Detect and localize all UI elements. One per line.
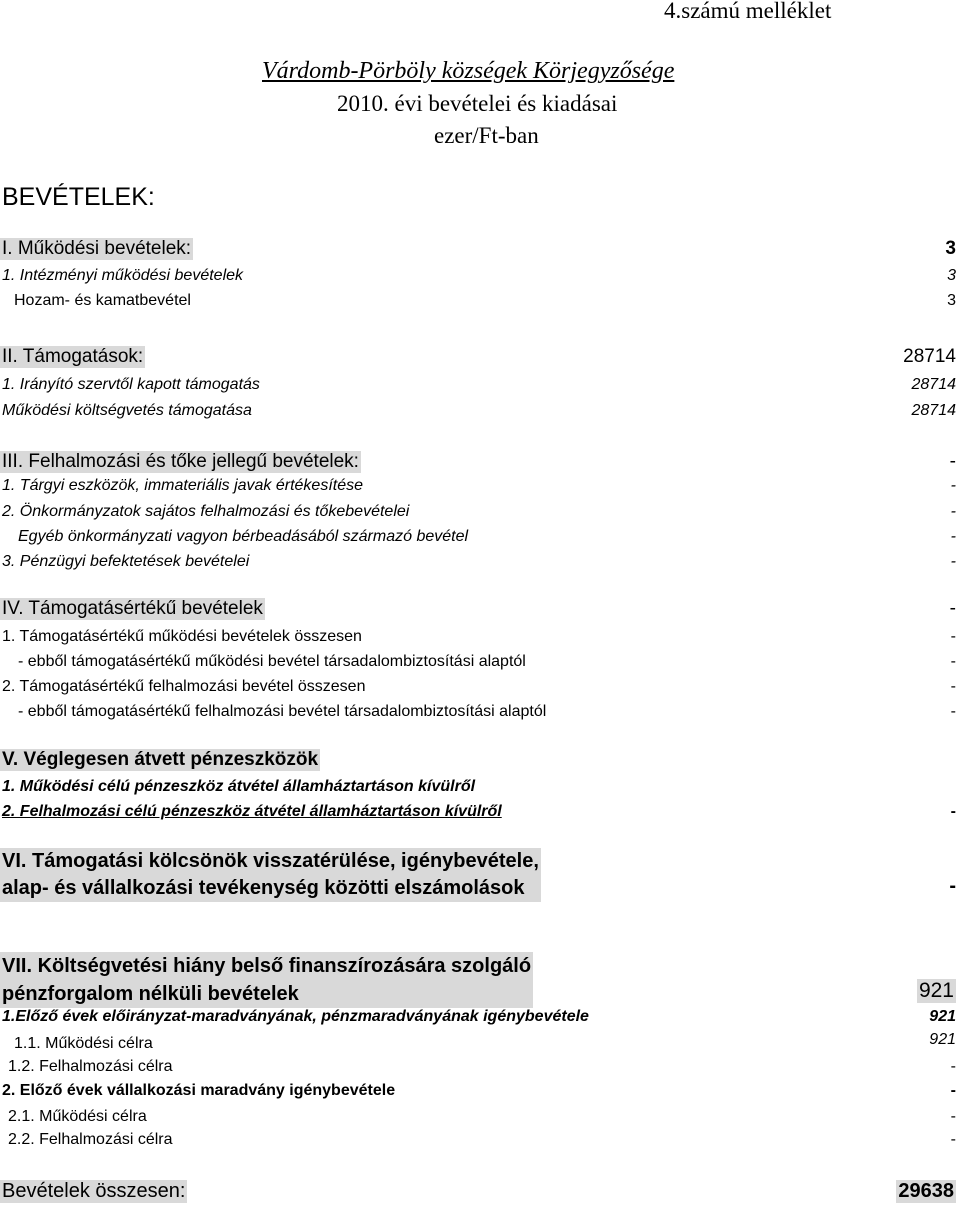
section-7-row-5-value: -: [950, 1108, 956, 1125]
section-3-value: -: [949, 451, 956, 472]
section-4-row-1-label: 1. Támogatásértékű működési bevételek összesen: [2, 628, 362, 645]
section-3-row-3-label: Egyéb önkormányzati vagyon bérbeadásából származó bevétel: [18, 528, 469, 545]
document-title: Várdomb-Pörböly községek Körjegyzősége: [262, 58, 675, 84]
section-3-row-1-label: 1. Tárgyi eszközök, immateriális javak értékesítése: [2, 477, 364, 494]
section-2-row-1-value: 28714: [911, 376, 956, 393]
total-value: 29638: [898, 1180, 954, 1202]
annex-label: 4.számú melléklet: [664, 0, 832, 23]
section-7-row-4-label: 2. Előző évek vállalkozási maradvány igénybevétele: [2, 1082, 396, 1099]
section-7-row-3-label: 1.2. Felhalmozási célra: [8, 1058, 173, 1075]
document-subtitle: 2010. évi bevételei és kiadásai: [337, 91, 618, 116]
section-6-title-line-1: VI. Támogatási kölcsönök visszatérülése, igénybevétele,: [2, 850, 539, 872]
section-7-row-2-label: 1.1. Működési célra: [14, 1035, 153, 1052]
section-2-title: II. Támogatások:: [2, 346, 144, 367]
section-7-row-6-label: 2.2. Felhalmozási célra: [8, 1131, 173, 1148]
section-7-title: [0, 952, 533, 1008]
section-7-value: 921: [918, 979, 954, 1002]
section-4-row-2-value: -: [950, 653, 956, 670]
section-5-row-2-value: -: [950, 803, 956, 820]
section-4-row-2-label: - ebből támogatásértékű működési bevétel társadalombiztosítási alaptól: [18, 653, 526, 670]
section-2-row-1-label: 1. Irányító szervtől kapott támogatás: [2, 376, 260, 393]
section-3-row-4-label: 3. Pénzügyi befektetések bevételei: [2, 553, 250, 570]
section-7-row-1-label: 1.Előző évek előirányzat-maradványának, pénzmaradványának igénybevétele: [2, 1008, 589, 1025]
section-4-row-1-value: -: [950, 628, 956, 645]
section-4-row-4-value: -: [950, 703, 956, 720]
section-5-row-2-label: 2. Felhalmozási célú pénzeszköz átvétel államháztartáson kívülről: [2, 803, 502, 820]
section-3-row-1-value: -: [950, 477, 956, 494]
section-6-value: -: [949, 875, 956, 897]
unit-label: ezer/Ft-ban: [434, 123, 539, 148]
section-1-value: 3: [945, 238, 956, 259]
total-label: Bevételek összesen:: [2, 1180, 186, 1202]
section-4-row-3-value: -: [950, 678, 956, 695]
section-7-row-6-value: -: [950, 1131, 956, 1148]
section-7-title-line-1: VII. Költségvetési hiány belső finanszírozására szolgáló: [2, 955, 532, 977]
section-4-row-4-label: - ebből támogatásértékű felhalmozási bevétel társadalombiztosítási alaptól: [18, 703, 547, 720]
section-5-row-1-label: 1. Működési célú pénzeszköz átvétel államháztartáson kívülről: [2, 778, 476, 795]
section-6-title: [0, 848, 541, 902]
section-3-title: III. Felhalmozási és tőke jellegű bevételek:: [2, 451, 359, 472]
section-4-title: IV. Támogatásértékű bevételek: [2, 598, 263, 619]
section-4-value: -: [949, 598, 956, 619]
section-1-row-1-label: 1. Intézményi működési bevételek: [2, 267, 244, 284]
section-7-row-4-value: -: [950, 1082, 956, 1099]
section-1-title: I. Működési bevételek:: [2, 238, 192, 259]
section-1-row-2-label: Hozam- és kamatbevétel: [14, 292, 191, 309]
section-3-row-2-label: 2. Önkormányzatok sajátos felhalmozási és tőkebevételei: [2, 503, 410, 520]
section-1-row-2-value: 3: [947, 292, 956, 309]
section-3-row-3-value: -: [950, 528, 956, 545]
section-1-row-1-value: 3: [947, 267, 956, 284]
section-4-row-3-label: 2. Támogatásértékű felhalmozási bevétel összesen: [2, 678, 366, 695]
section-7-row-3-value: -: [950, 1058, 956, 1075]
section-6-title-line-2: alap- és vállalkozási tevékenység közötti elszámolások: [2, 877, 525, 899]
section-7-row-1-value: 921: [929, 1008, 956, 1025]
section-7-row-2-value: 921: [929, 1031, 956, 1048]
section-2-value: 28714: [903, 346, 956, 367]
section-2-row-2-label: Működési költségvetés támogatása: [2, 402, 252, 419]
section-3-row-2-value: -: [950, 503, 956, 520]
section-5-title: V. Véglegesen átvett pénzeszközök: [2, 749, 319, 770]
section-7-title-line-2: pénzforgalom nélküli bevételek: [2, 983, 299, 1005]
section-7-row-5-label: 2.1. Működési célra: [8, 1108, 147, 1125]
page-heading: BEVÉTELEK:: [2, 183, 155, 211]
section-3-row-4-value: -: [950, 553, 956, 570]
section-2-row-2-value: 28714: [911, 402, 956, 419]
